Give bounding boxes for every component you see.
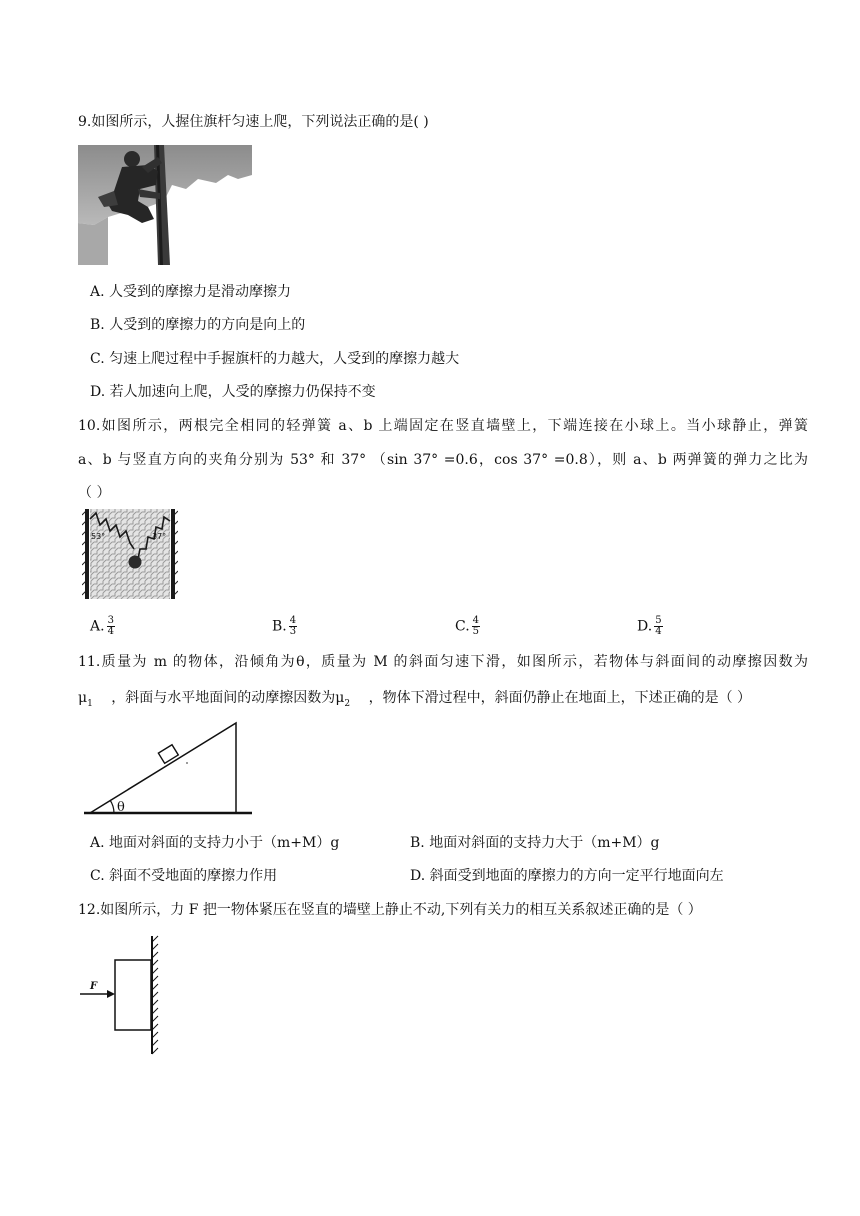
q10-option-b — [272, 616, 297, 637]
q11-option-a: A. 地面对斜面的支持力小于（m+M）g — [90, 835, 340, 851]
q10-stem-line1: 10.如图所示，两根完全相同的轻弹簧 a、b 上端固定在竖直墙壁上，下端连接在小球上。当小球静止，弹簧 — [78, 418, 808, 434]
q10-stem-line2: a、b 与竖直方向的夹角分别为 53° 和 37° （sin 37° =0.6，cos 37° =0.8），则 a、b 两弹簧的弹力之比为 — [78, 452, 808, 468]
q9-option-d: D. 若人加速向上爬，人受的摩擦力仍保持不变 — [90, 384, 376, 400]
q10-option-d — [637, 616, 663, 637]
q12-force-label: F — [90, 981, 98, 992]
q11-option-d: D. 斜面受到地面的摩擦力的方向一定平行地面向左 — [410, 868, 724, 884]
q10-angle-label-right: 37° — [152, 532, 167, 541]
q10-option-a-fraction — [107, 616, 115, 637]
q12-stem: 12.如图所示，力 F 把一物体紧压在竖直的墙壁上静止不动,下列有关力的相互关系叙述正确的是（ ） — [78, 902, 702, 918]
q10-option-d-num: 5 — [655, 615, 662, 626]
q9-flagpole-photo — [78, 145, 252, 265]
q11-stem-line2-mid: ，斜面与水平地面间的动摩擦因数为μ — [111, 690, 345, 706]
q11-option-b: B. 地面对斜面的支持力大于（m+M）g — [410, 835, 660, 851]
q11-mu2-subscript: 2 — [344, 698, 351, 709]
q10-option-b-fraction — [289, 616, 297, 637]
q10-option-a-num: 3 — [107, 615, 114, 626]
q11-stem-line2 — [78, 688, 751, 714]
q10-option-c — [455, 616, 480, 637]
q10-option-b-den: 3 — [289, 626, 297, 637]
q11-stem-line2-end: ，物体下滑过程中，斜面仍静止在地面上，下述正确的是（ ） — [368, 690, 752, 706]
q10-stem-line3: （ ） — [78, 485, 111, 501]
q10-option-d-den: 4 — [655, 626, 662, 637]
q10-option-b-num: 4 — [289, 615, 297, 626]
q11-incline-figure — [84, 718, 256, 818]
q11-option-c: C. 斜面不受地面的摩擦力作用 — [90, 868, 278, 884]
q10-option-b-prefix: B. — [272, 618, 287, 635]
q10-option-a-prefix: A. — [90, 618, 105, 635]
q10-option-a — [90, 616, 115, 637]
q10-option-c-den: 5 — [472, 626, 480, 637]
q10-option-d-prefix: D. — [637, 618, 653, 635]
q10-option-c-num: 4 — [472, 615, 480, 626]
q10-option-a-den: 4 — [107, 626, 114, 637]
q10-option-d-fraction — [654, 616, 662, 637]
q9-option-b: B. 人受到的摩擦力的方向是向上的 — [90, 317, 306, 333]
q10-angle-label-left: 53° — [91, 532, 106, 541]
q10-spring-figure — [82, 509, 178, 601]
q10-option-c-fraction — [472, 616, 480, 637]
q11-stem-line1: 11.质量为 m 的物体，沿倾角为θ，质量为 M 的斜面匀速下滑，如图所示，若物体与斜面间的动摩擦因数为 — [78, 654, 808, 670]
q11-mu1-subscript: 1 — [87, 698, 93, 709]
q11-mu1: μ — [78, 690, 88, 706]
q9-option-a: A. 人受到的摩擦力是滑动摩擦力 — [90, 284, 292, 300]
q11-theta-label: θ — [117, 800, 125, 815]
q10-option-c-prefix: C. — [455, 618, 470, 635]
q12-wall-figure — [78, 934, 162, 1056]
q9-option-c: C. 匀速上爬过程中手握旗杆的力越大，人受到的摩擦力越大 — [90, 351, 460, 367]
q9-stem: 9.如图所示，人握住旗杆匀速上爬，下列说法正确的是( ) — [78, 114, 429, 130]
